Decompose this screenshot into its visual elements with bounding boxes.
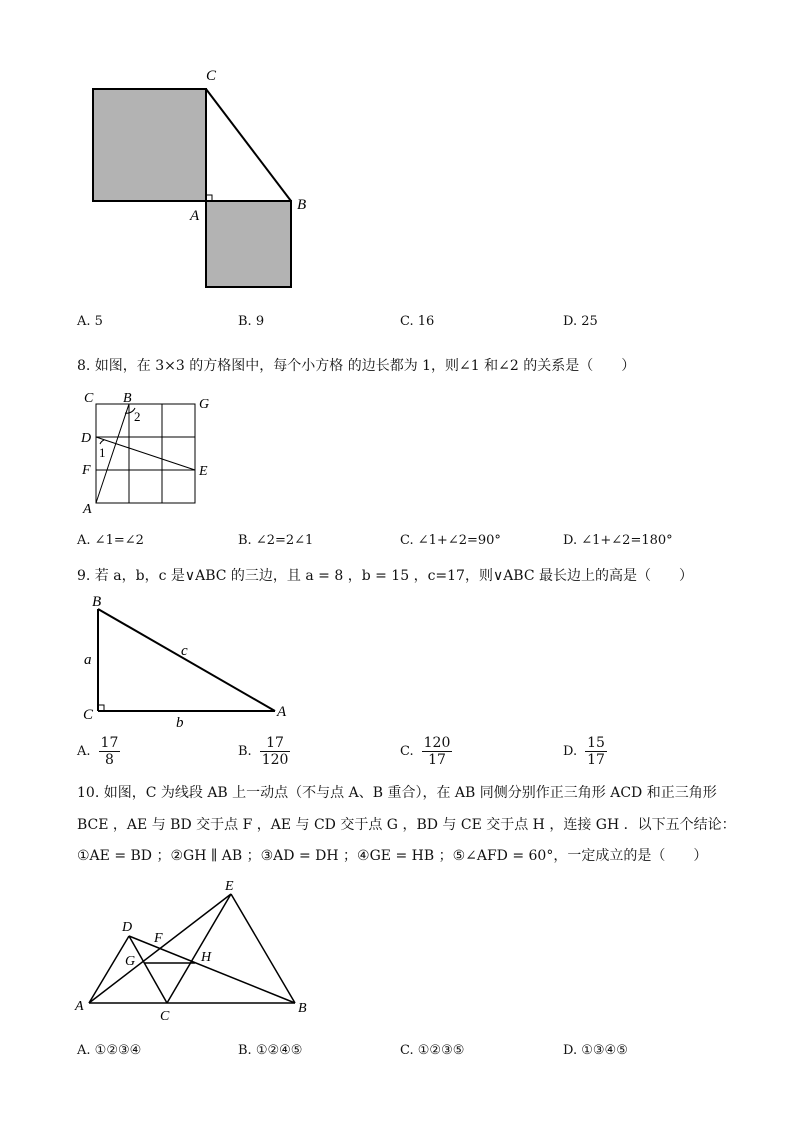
fraction — [585, 735, 607, 768]
q9-label-b-vertex: B — [92, 594, 102, 610]
option-label: A. — [77, 314, 91, 329]
option-value: ①②③⑤ — [417, 1043, 465, 1058]
q7-option-c[interactable] — [400, 314, 434, 329]
numerator: 17 — [260, 735, 291, 752]
option-label: C. — [400, 533, 414, 548]
option-label: A. — [77, 1043, 91, 1058]
option-value: 5 — [94, 314, 103, 329]
q10-figure — [70, 875, 320, 1025]
q8-label-d: D — [81, 431, 92, 446]
q7-option-b[interactable] — [238, 314, 264, 329]
option-value: ∠1+∠2=90° — [417, 533, 501, 548]
q8-label-a: A — [83, 502, 92, 516]
q10-option-a[interactable] — [77, 1043, 141, 1058]
q10-label-b: B — [298, 1001, 307, 1016]
option-label: C. — [400, 1043, 414, 1058]
fraction — [260, 735, 291, 768]
q9-option-b[interactable] — [238, 735, 290, 768]
q10-text-line1: 10. 如图，C 为线段 AB 上一动点（不与点 A、B 重合），在 AB 同侧分别作正三角形 ACD 和正三角形 — [77, 785, 717, 801]
option-label: B. — [238, 533, 252, 548]
option-label: C. — [400, 314, 414, 329]
q8-label-c: C — [84, 391, 94, 406]
q10-label-e: E — [225, 879, 234, 894]
option-label: D. — [563, 1043, 578, 1058]
q10-option-d[interactable] — [563, 1043, 628, 1058]
option-value: 9 — [255, 314, 265, 329]
q8-option-c[interactable] — [400, 533, 501, 548]
option-value: ①②④⑤ — [255, 1043, 303, 1058]
option-value: ①②③④ — [94, 1043, 142, 1058]
option-value: ①③④⑤ — [581, 1043, 628, 1058]
q8-line-de — [96, 437, 195, 470]
q10-label-f: F — [154, 931, 163, 946]
q10-text-line2: BCE ，AE 与 BD 交于点 F ，AE 与 CD 交于点 G ，BD 与 CE 交于点 H ，连接 GH ．以下五个结论： — [77, 817, 736, 833]
q8-text: 8. 如图，在 3×3 的方格图中，每个小方格 的边长都为 1，则∠1 和∠2 的关系是（ ） — [77, 358, 636, 374]
denominator: 120 — [261, 752, 289, 768]
q10-label-a: A — [75, 999, 84, 1014]
q9-label-a-vertex: A — [277, 704, 287, 720]
q9-side-c — [98, 609, 275, 711]
denominator: 8 — [104, 752, 114, 768]
q8-label-b: B — [123, 391, 132, 406]
q9-label-side-a: a — [84, 652, 92, 668]
numerator: 15 — [587, 735, 605, 751]
option-label: B. — [238, 1043, 252, 1058]
q9-option-c[interactable] — [400, 735, 452, 768]
denominator: 17 — [587, 752, 605, 768]
q9-label-c-vertex: C — [83, 707, 94, 723]
fraction — [422, 735, 453, 768]
q9-label-side-c: c — [181, 643, 188, 659]
option-label: B. — [238, 314, 252, 329]
q10-lines — [89, 894, 295, 1003]
q7-label-b: B — [297, 197, 307, 213]
option-label: B. — [238, 744, 252, 759]
option-label: C. — [400, 744, 414, 759]
q8-figure — [78, 386, 218, 516]
q10-label-g: G — [125, 954, 136, 969]
q8-label-f: F — [82, 463, 91, 478]
q8-option-a[interactable] — [77, 533, 144, 548]
q9-text: 9. 若 a，b，c 是∨ABC 的三边，且 a = 8 ，b = 15 ，c=17，则∨ABC 最长边上的高是（ ） — [77, 568, 694, 584]
q8-label-g: G — [199, 397, 210, 412]
q8-label-angle2: 2 — [134, 409, 141, 424]
q7-square-bottom — [206, 201, 291, 287]
q10-option-b[interactable] — [238, 1043, 302, 1058]
option-value: 25 — [581, 314, 598, 329]
q7-square-left — [93, 89, 206, 201]
q7-figure — [80, 60, 320, 300]
q9-figure — [78, 588, 298, 734]
q8-angle1-arc — [100, 440, 104, 444]
option-label: D. — [563, 744, 578, 759]
option-value: ∠2=2∠1 — [255, 533, 314, 548]
q7-label-c: C — [206, 68, 217, 84]
option-value: ∠1+∠2=180° — [581, 533, 673, 548]
option-label: A. — [77, 744, 91, 759]
option-label: D. — [563, 314, 578, 329]
q7-option-d[interactable] — [563, 314, 598, 329]
q8-label-angle1: 1 — [99, 445, 106, 460]
option-label: D. — [563, 533, 578, 548]
q10-label-d: D — [122, 920, 133, 935]
q7-hypotenuse — [206, 89, 291, 201]
q8-label-e: E — [199, 464, 208, 479]
q8-option-b[interactable] — [238, 533, 313, 548]
q10-label-c: C — [160, 1009, 170, 1024]
q9-option-d[interactable] — [563, 735, 607, 768]
numerator: 17 — [100, 735, 119, 751]
q9-label-side-b: b — [176, 715, 184, 731]
fraction — [99, 735, 121, 768]
numerator: 120 — [423, 735, 451, 751]
q9-option-a[interactable] — [77, 735, 120, 768]
q10-label-h: H — [201, 950, 212, 965]
q10-option-c[interactable] — [400, 1043, 464, 1058]
option-value: ∠1=∠2 — [94, 533, 144, 548]
denominator: 17 — [428, 752, 446, 768]
q7-label-a: A — [190, 208, 200, 224]
q7-option-a[interactable] — [77, 314, 103, 329]
option-value: 16 — [417, 314, 435, 329]
q10-text-line3: ①AE = BD ；②GH ∥ AB ；③AD = DH ；④GE = HB ；⑤∠AFD = 60°，一定成立的是（ ） — [77, 848, 708, 864]
q8-option-d[interactable] — [563, 533, 673, 548]
option-label: A. — [77, 533, 91, 548]
